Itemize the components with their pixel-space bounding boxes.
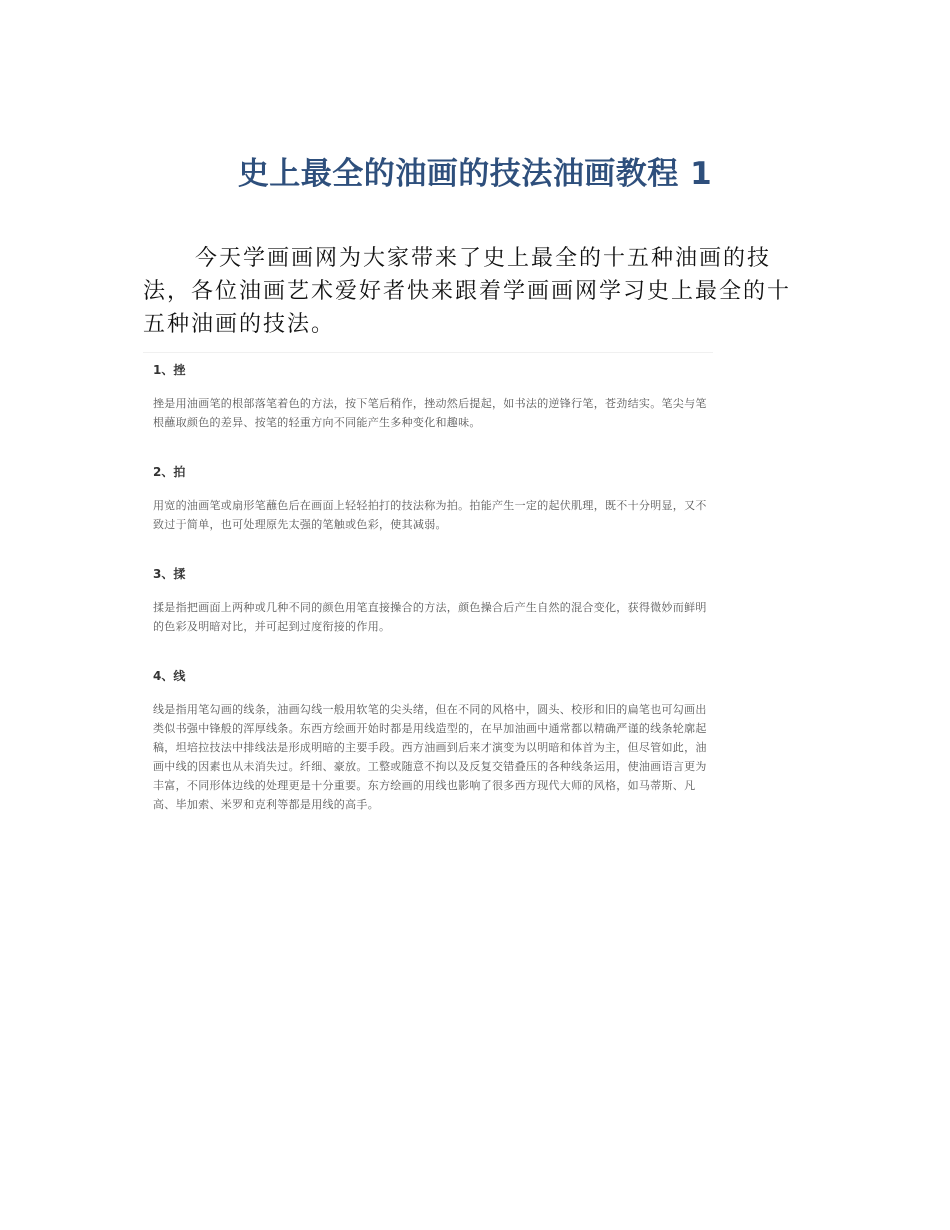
section-body: 用宽的油画笔或扇形笔蘸色后在画面上轻轻拍打的技法称为拍。拍能产生一定的起伏肌理，既不十分明显，又不致过于简单，也可处理原先太强的笔触或色彩，使其减弱。: [153, 499, 707, 531]
section-body: 挫是用油画笔的根部落笔着色的方法，按下笔后稍作，挫动然后提起，如书法的逆锋行笔，苍劲结实。笔尖与笔根蘸取颜色的差异、按笔的轻重方向不同能产生多种变化和趣味。: [153, 397, 707, 429]
technique-section: [153, 361, 709, 432]
section-body: 线是指用笔勾画的线条，油画勾线一般用软笔的尖头绪，但在不同的风格中，圆头、校形和旧的扁笔也可勾画出类似书强中锋般的浑厚线条。东西方绘画开始时都是用线造型的，在早加油画中通常都以精确严谨的线条轮廓起稿，坦培拉技法中排线法是形成明暗的主要手段。西方油画到后来才演变为以明暗和体首为主，但尽管如此，油画中线的因素也从未消失过。纤细、豪放。工整或随意不拘以及反复交错叠压的各种线条运用，使油画语言更为丰富，不同形体边线的处理更是十分重要。东方绘画的用线也影响了很多西方现代大师的风格，如马蒂斯、凡高、毕加索、米罗和克利等都是用线的高手。: [153, 703, 707, 811]
technique-section: [153, 667, 709, 814]
embedded-excerpt-image: [143, 352, 713, 811]
section-heading: 4、线: [153, 669, 186, 683]
section-heading: 3、揉: [153, 567, 186, 581]
intro-paragraph: 今天学画画网为大家带来了史上最全的十五种油画的技法，各位油画艺术爱好者快来跟着学画画网学习史上最全的十五种油画的技法。: [143, 246, 792, 337]
section-body: 揉是指把画面上两种或几种不同的颜色用笔直接操合的方法，颜色操合后产生自然的混合变化，获得微妙而鲜明的色彩及明暗对比，并可起到过度衔接的作用。: [153, 601, 707, 633]
section-heading: 1、挫: [153, 363, 186, 377]
document-title: 史上最全的油画的技法油画教程 1: [237, 156, 713, 192]
technique-section: [153, 565, 709, 636]
section-heading: 2、拍: [153, 465, 186, 479]
technique-section: [153, 463, 709, 534]
